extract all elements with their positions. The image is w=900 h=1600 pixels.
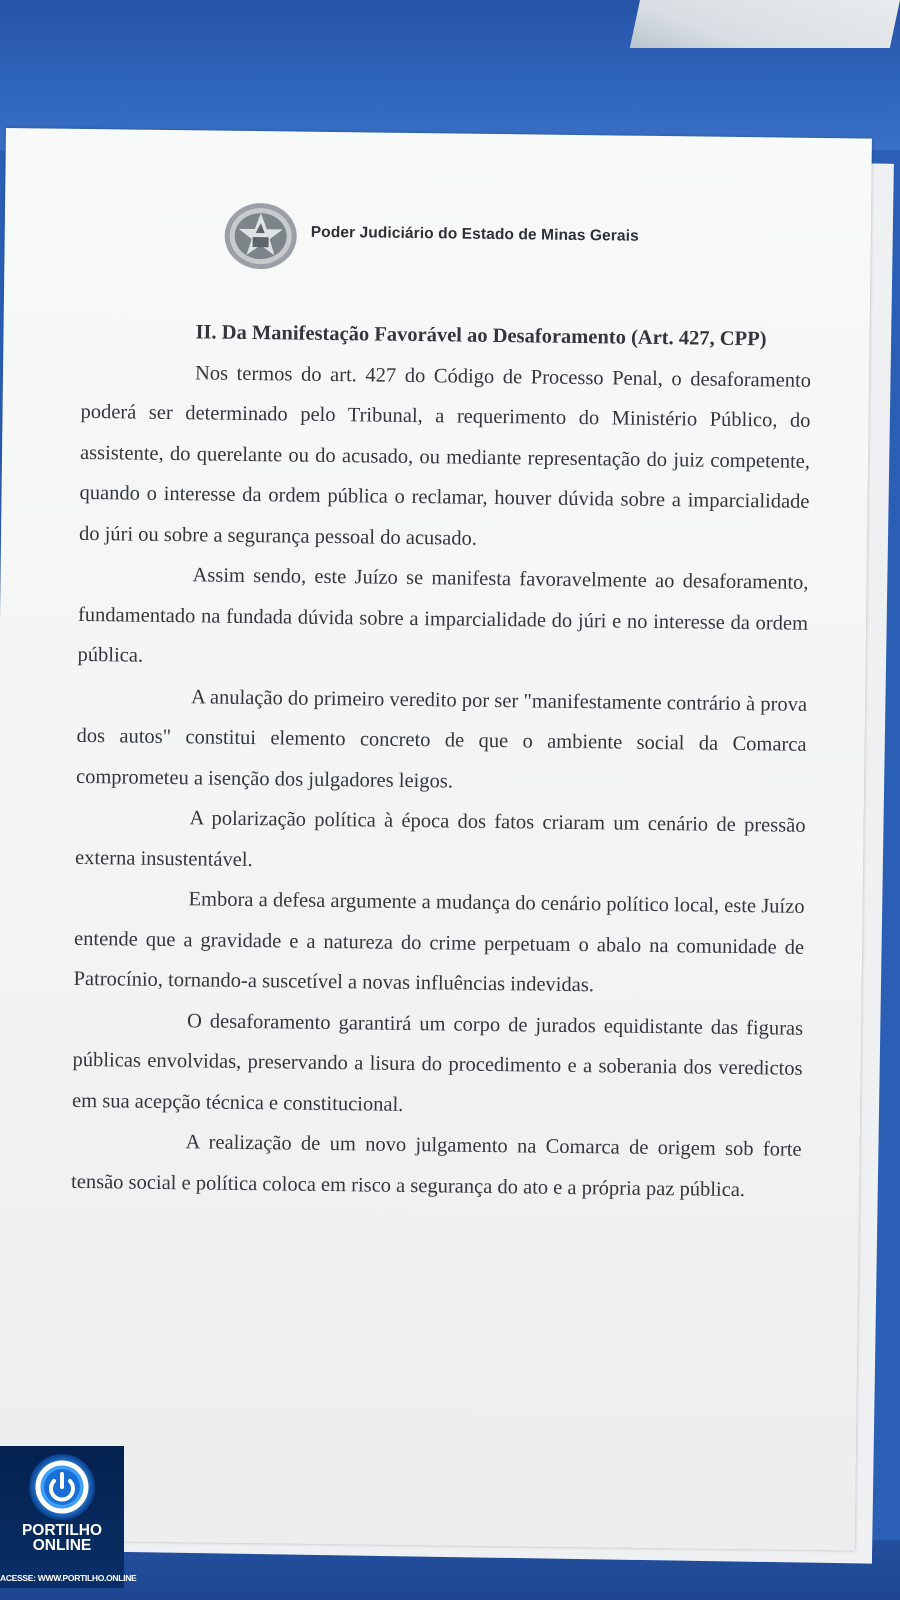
paragraph: A realização de um novo julgamento na Comarca de origem sob forte tensão social e política coloca em risco a segurança do ato e a própria paz pública. [71,1131,802,1201]
section-heading: II. Da Manifestação Favorável ao Desaforamento (Art. 427, CPP) [195,321,767,351]
document-body [71,311,812,1211]
paragraph: A anulação do primeiro veredito por ser "manifestamente contrário à prova dos autos" constitui elemento concreto de que o ambiente social da Comarca comprometeu a isenção dos julgadores leigos. [75,685,808,793]
coat-of-arms-seal-icon [222,201,299,272]
paragraph: Nos termos do art. 427 do Código de Processo Penal, o desaforamento poderá ser determinado pelo Tribunal, a requerimento do Ministério Público, do assistente, do querelante ou do acusado, ou mediante representação do juiz competente, quando o interesse da ordem pública o reclamar, houver dúvida sobre a imparcialidade do júri ou sobre a segurança pessoal do acusado. [78,361,812,550]
paragraph: Assim sendo, este Juízo se manifesta favoravelmente ao desaforamento, fundamentado na fundada dúvida sobre a imparcialidade do júri e no interesse da ordem pública. [77,564,809,667]
folder-corner-paper [630,0,900,48]
power-icon [26,1452,98,1522]
paragraph: Embora a defesa argumente a mudança do cenário político local, este Juízo entende que a gravidade e a natureza do crime perpetuam o abalo na comunidade de Patrocínio, tornando-a suscetível a novas influências indevidas. [73,888,805,997]
paragraph: A polarização política à época dos fatos criaram um cenário de pressão externa insustentável. [74,807,806,871]
court-header: Poder Judiciário do Estado de Minas Gerais [310,223,639,245]
portilho-online-watermark-logo [0,1446,124,1568]
paragraph: O desaforamento garantirá um corpo de jurados equidistante das figuras públicas envolvidas, preservando a lisura do procedimento e a soberania dos veredictos em sua acepção técnica e constitucional. [71,1009,804,1116]
document-page [0,128,872,1550]
watermark-site-url: ACESSE: WWW.PORTILHO.ONLINE [0,1568,124,1588]
watermark-brand-name: PORTILHO ONLINE [21,1522,103,1554]
